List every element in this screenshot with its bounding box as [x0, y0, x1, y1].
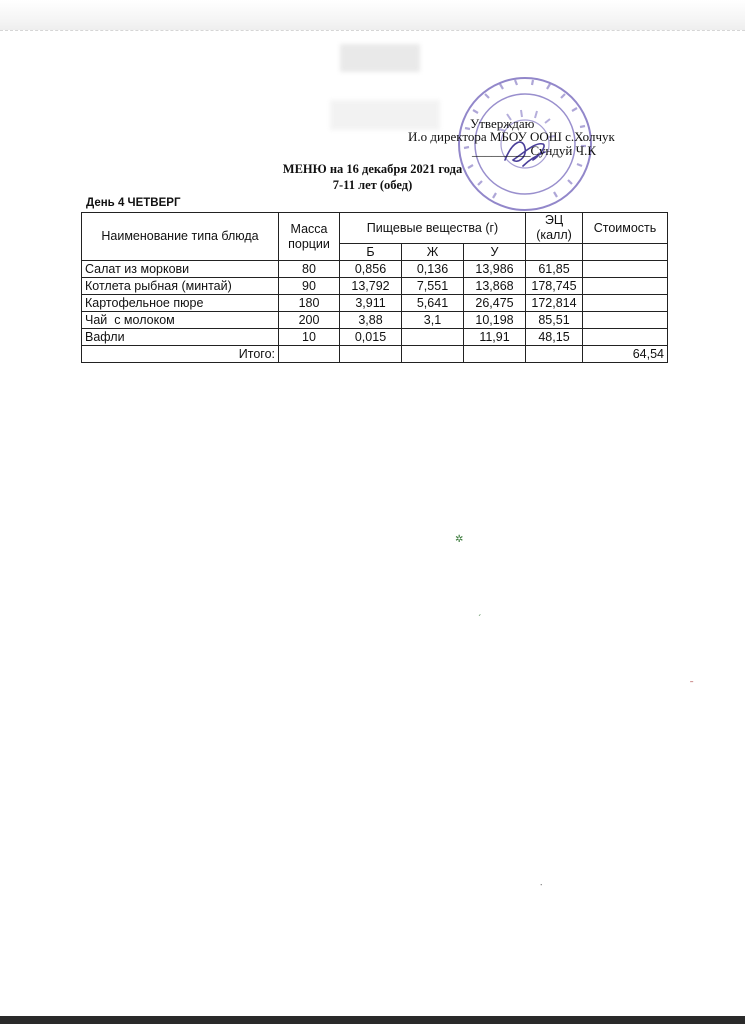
table-row — [82, 312, 668, 329]
cell-cost — [583, 329, 668, 346]
cell-fats: 0,136 — [402, 261, 464, 278]
header-energy: ЭЦ (калл) — [526, 213, 583, 244]
cell-proteins: 0,015 — [340, 329, 402, 346]
subheader-fats: Ж — [402, 244, 464, 261]
cell-cost — [583, 261, 668, 278]
menu-table — [81, 212, 668, 363]
cell-dish-name: Чай с молоком — [82, 312, 279, 329]
document-subtitle: 7-11 лет (обед) — [332, 178, 413, 192]
approval-line-2: И.о директора МБОУ ООШ с.Холчук — [408, 129, 615, 144]
table-row — [82, 261, 668, 278]
cell-mass: 90 — [279, 278, 340, 295]
table-row — [82, 278, 668, 295]
cell-mass: 10 — [279, 329, 340, 346]
header-dish-name: Наименование типа блюда — [82, 213, 279, 261]
cell-proteins: 13,792 — [340, 278, 402, 295]
table-row — [82, 295, 668, 312]
total-label: Итого: — [82, 346, 279, 363]
cell-dish-name: Салат из моркови — [82, 261, 279, 278]
scan-bottom-edge — [0, 1016, 745, 1024]
cell-dish-name: Вафли — [82, 329, 279, 346]
cell-cost — [583, 278, 668, 295]
scan-speck: ˊ — [478, 614, 482, 625]
subheader-proteins: Б — [340, 244, 402, 261]
cell-mass: 180 — [279, 295, 340, 312]
cell-fats: 7,551 — [402, 278, 464, 295]
header-cost: Стоимость — [583, 213, 668, 244]
scan-speck: ∙ — [540, 880, 543, 891]
subheader-empty — [526, 244, 583, 261]
approval-line-3: _________Сундуй Ч.К — [472, 143, 596, 158]
cell-energy: 61,85 — [526, 261, 583, 278]
approval-line-1: Утверждаю — [470, 116, 535, 131]
cell-carbs: 13,986 — [464, 261, 526, 278]
cell-proteins: 3,911 — [340, 295, 402, 312]
table-header-row — [82, 213, 668, 244]
cell-energy: 178,745 — [526, 278, 583, 295]
total-cost: 64,54 — [583, 346, 668, 363]
cell-carbs: 26,475 — [464, 295, 526, 312]
document-title: МЕНЮ на 16 декабря 2021 года — [282, 162, 463, 176]
cell-energy: 48,15 — [526, 329, 583, 346]
cell-cost — [583, 295, 668, 312]
cell-carbs: 10,198 — [464, 312, 526, 329]
subheader-empty — [583, 244, 668, 261]
scan-speck: ˉ — [690, 680, 694, 691]
total-empty — [526, 346, 583, 363]
total-empty — [402, 346, 464, 363]
total-empty — [464, 346, 526, 363]
scan-smudge — [340, 44, 420, 72]
cell-energy: 85,51 — [526, 312, 583, 329]
table-total-row — [82, 346, 668, 363]
header-mass: Масса порции — [279, 213, 340, 261]
cell-fats: 5,641 — [402, 295, 464, 312]
subheader-carbs: У — [464, 244, 526, 261]
total-empty — [279, 346, 340, 363]
scan-top-edge — [0, 0, 745, 31]
cell-fats — [402, 329, 464, 346]
total-empty — [340, 346, 402, 363]
cell-carbs: 11,91 — [464, 329, 526, 346]
cell-mass: 80 — [279, 261, 340, 278]
day-label: День 4 ЧЕТВЕРГ — [86, 197, 181, 209]
table-row — [82, 329, 668, 346]
cell-mass: 200 — [279, 312, 340, 329]
cell-proteins: 3,88 — [340, 312, 402, 329]
cell-dish-name: Котлета рыбная (минтай) — [82, 278, 279, 295]
cell-cost — [583, 312, 668, 329]
cell-dish-name: Картофельное пюре — [82, 295, 279, 312]
cell-fats: 3,1 — [402, 312, 464, 329]
header-nutrients: Пищевые вещества (г) — [340, 213, 526, 244]
cell-energy: 172,814 — [526, 295, 583, 312]
cell-proteins: 0,856 — [340, 261, 402, 278]
cell-carbs: 13,868 — [464, 278, 526, 295]
scan-smudge — [330, 100, 440, 130]
scan-speck: ✲ — [455, 534, 464, 545]
